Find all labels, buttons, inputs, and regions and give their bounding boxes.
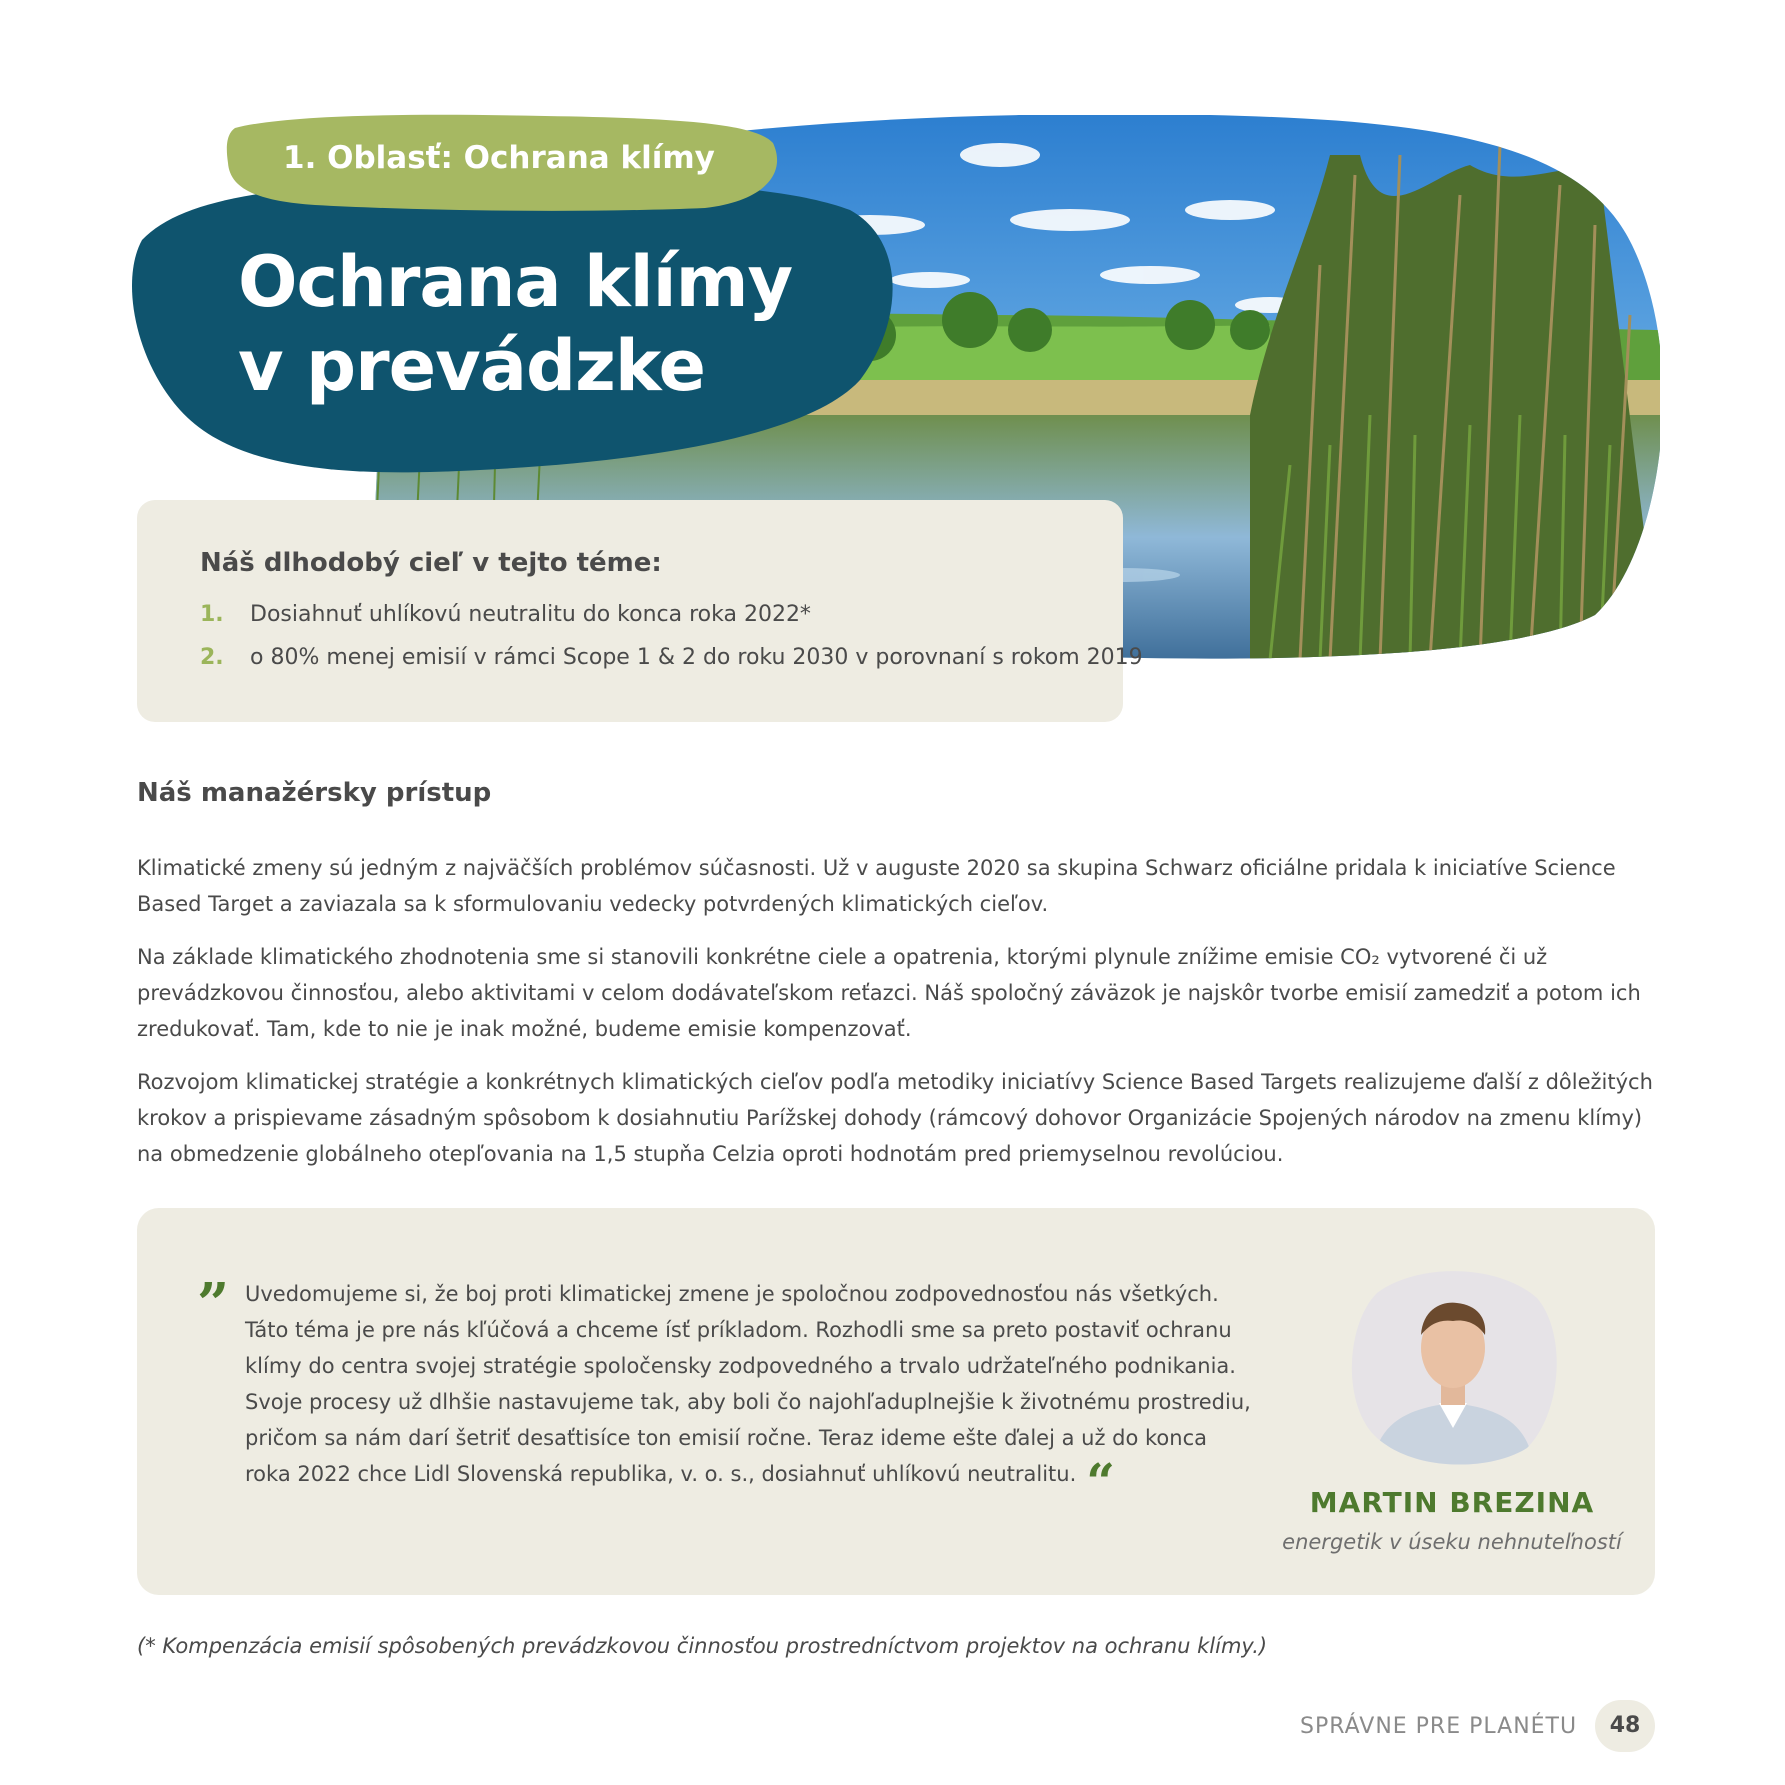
goals-heading: Náš dlhodobý cieľ v tejto téme: <box>200 548 662 578</box>
goal-text: Dosiahnuť uhlíkovú neutralitu do konca roka 2022* <box>250 602 811 627</box>
page-number-badge: 48 <box>1595 1700 1655 1752</box>
goal-item <box>200 645 1143 688</box>
quote-box <box>137 1208 1655 1595</box>
quote-open-icon: ” <box>197 1271 230 1337</box>
management-body <box>137 850 1667 1189</box>
paragraph: Klimatické zmeny sú jedným z najväčších problémov súčasnosti. Už v auguste 2020 sa skupina Schwarz oficiálne pridala k iniciatíve Science Based Target a zaviazala sa k sformulovaniu vedecky potvrdených klimatických cieľov. <box>137 856 1616 916</box>
quote-text <box>245 1276 1255 1511</box>
quote-body: Uvedomujeme si, že boj proti klimatickej zmene je spoločnou zodpovednosťou nás všetkých. Táto téma je pre nás kľúčová a chceme ísť príkladom. Rozhodli sme sa preto postaviť ochranu klímy do centra svojej stratégie spoločensky zodpovedného a trvalo udržateľného podnikania. Svoje procesy už dlhšie nastavujeme tak, aby boli čo najohľaduplnejšie k životnému prostrediu, pričom sa nám darí šetriť desaťtisíce ton emisií ročne. Teraz ideme ešte ďalej a už do konca roka 2022 chce Lidl Slovenská republika, v. o. s., dosiahnuť uhlíkovú neutralitu. <box>245 1282 1251 1486</box>
goals-box <box>137 500 1143 722</box>
quote-close-icon: “ <box>1086 1452 1116 1511</box>
paragraph: Rozvojom klimatickej stratégie a konkrétnych klimatických cieľov podľa metodiky iniciatívy Science Based Targets realizujeme ďalší z dôležitých krokov a prispievame zásadným spôsobom k dosiahnutiu Parížskej dohody (rámcový dohovor Organizácie Spojených národov na zmenu klímy) na obmedzenie globálneho otepľovania na 1,5 stupňa Celzia oproti hodnotám pred priemyselnou revolúciou. <box>137 1070 1653 1166</box>
footer-label: SPRÁVNE PRE PLANÉTU <box>1300 1714 1578 1739</box>
goal-number: 2. <box>200 645 224 670</box>
goals-list <box>200 602 1143 688</box>
avatar <box>1347 1263 1559 1468</box>
paragraph: Na základe klimatického zhodnotenia sme si stanovili konkrétne ciele a opatrenia, ktorými plynule znížime emisie CO₂ vytvorené či už prevádzkovou činnosťou, alebo aktivitami v celom dodávateľskom reťazci. Náš spoločný záväzok je najskôr tvorbe emisií zamedziť a potom ich zredukovať. Tam, kde to nie je inak možné, budeme emisie kompenzovať. <box>137 945 1641 1041</box>
page-title-line-2: v prevádzke <box>238 325 705 407</box>
footnote: (* Kompenzácia emisií spôsobených prevádzkovou činnosťou prostredníctvom projektov na ochranu klímy.) <box>137 1634 1268 1658</box>
management-heading: Náš manažérsky prístup <box>137 778 492 808</box>
area-label: 1. Oblasť: Ochrana klímy <box>283 140 715 176</box>
person-name: MARTIN BREZINA <box>1309 1486 1595 1519</box>
page-title <box>238 240 792 408</box>
goal-item <box>200 602 1143 645</box>
page-title-line-1: Ochrana klímy <box>238 241 793 323</box>
person-role: energetik v úseku nehnuteľností <box>1282 1530 1622 1554</box>
goal-text: o 80% menej emisií v rámci Scope 1 & 2 do roku 2030 v porovnaní s rokom 2019 <box>250 645 1143 670</box>
goal-number: 1. <box>200 602 224 627</box>
